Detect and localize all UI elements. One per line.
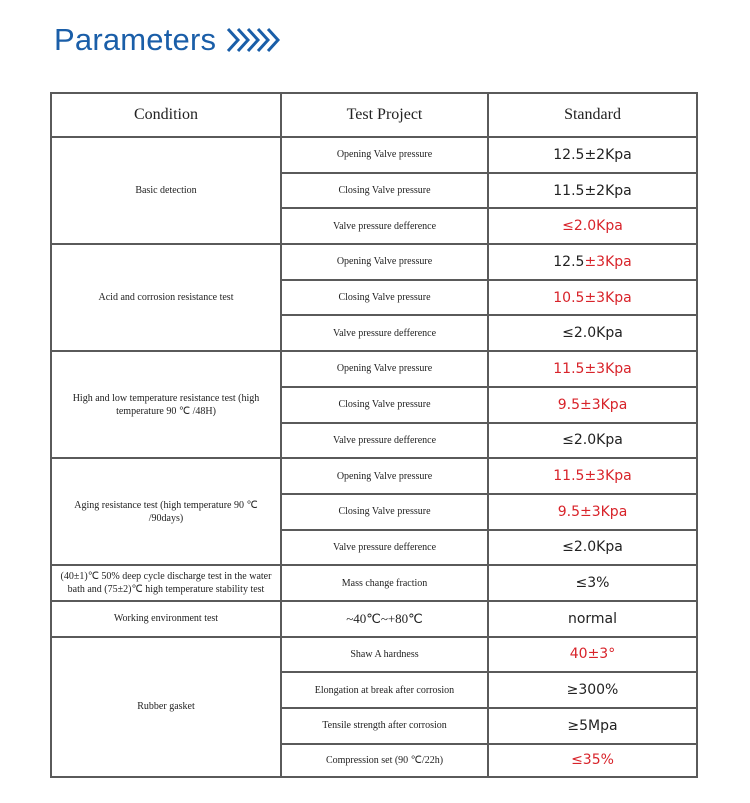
standard-cell: 12.5±3Kpa <box>488 244 697 280</box>
standard-cell: ≤35% <box>488 744 697 777</box>
condition-cell: Rubber gasket <box>51 637 281 777</box>
standard-cell: ≤2.0Kpa <box>488 315 697 351</box>
condition-cell: Working environment test <box>51 601 281 637</box>
standard-cell: 40±3° <box>488 637 697 673</box>
standard-cell: 11.5±3Kpa <box>488 351 697 387</box>
test-project-cell: Valve pressure defference <box>281 208 488 244</box>
column-header-standard: Standard <box>488 93 697 137</box>
standard-cell: 11.5±3Kpa <box>488 458 697 494</box>
test-project-cell: Opening Valve pressure <box>281 351 488 387</box>
standard-cell: ≤3% <box>488 565 697 601</box>
test-project-cell: Elongation at break after corrosion <box>281 672 488 708</box>
table-row <box>51 458 697 494</box>
page-title: Parameters <box>54 22 217 57</box>
double-chevron-right-icon <box>226 26 298 54</box>
condition-cell: Basic detection <box>51 137 281 244</box>
test-project-cell: ~40℃~+80℃ <box>281 601 488 637</box>
standard-cell: normal <box>488 601 697 637</box>
test-project-cell: Closing Valve pressure <box>281 387 488 423</box>
standard-cell: ≤2.0Kpa <box>488 530 697 566</box>
column-header-test-project: Test Project <box>281 93 488 137</box>
table-header-row <box>51 93 697 137</box>
table-row <box>51 637 697 673</box>
condition-cell: (40±1)℃ 50% deep cycle discharge test in the water bath and (75±2)℃ high temperature stability test <box>51 565 281 601</box>
test-project-cell: Opening Valve pressure <box>281 137 488 173</box>
test-project-cell: Valve pressure defference <box>281 423 488 459</box>
column-header-condition: Condition <box>51 93 281 137</box>
standard-cell: 10.5±3Kpa <box>488 280 697 316</box>
test-project-cell: Opening Valve pressure <box>281 458 488 494</box>
test-project-cell: Closing Valve pressure <box>281 494 488 530</box>
condition-cell: Aging resistance test (high temperature 90 ℃ /90days) <box>51 458 281 565</box>
standard-cell: ≥5Mpa <box>488 708 697 744</box>
table-row <box>51 601 697 637</box>
standard-cell: ≤2.0Kpa <box>488 423 697 459</box>
test-project-cell: Valve pressure defference <box>281 315 488 351</box>
table-row <box>51 137 697 173</box>
standard-cell: ≥300% <box>488 672 697 708</box>
test-project-cell: Opening Valve pressure <box>281 244 488 280</box>
test-project-cell: Compression set (90 ℃/22h) <box>281 744 488 777</box>
table-row <box>51 244 697 280</box>
table-row <box>51 565 697 601</box>
standard-cell: 9.5±3Kpa <box>488 387 697 423</box>
condition-cell: Acid and corrosion resistance test <box>51 244 281 351</box>
table-row <box>51 351 697 387</box>
parameters-table <box>50 92 698 778</box>
test-project-cell: Shaw A hardness <box>281 637 488 673</box>
test-project-cell: Tensile strength after corrosion <box>281 708 488 744</box>
standard-cell: 12.5±2Kpa <box>488 137 697 173</box>
test-project-cell: Valve pressure defference <box>281 530 488 566</box>
standard-cell: ≤2.0Kpa <box>488 208 697 244</box>
standard-cell: 11.5±2Kpa <box>488 173 697 209</box>
page-header <box>54 18 298 62</box>
test-project-cell: Closing Valve pressure <box>281 173 488 209</box>
condition-cell: High and low temperature resistance test (high temperature 90 ℃ /48H) <box>51 351 281 458</box>
test-project-cell: Closing Valve pressure <box>281 280 488 316</box>
test-project-cell: Mass change fraction <box>281 565 488 601</box>
standard-cell: 9.5±3Kpa <box>488 494 697 530</box>
